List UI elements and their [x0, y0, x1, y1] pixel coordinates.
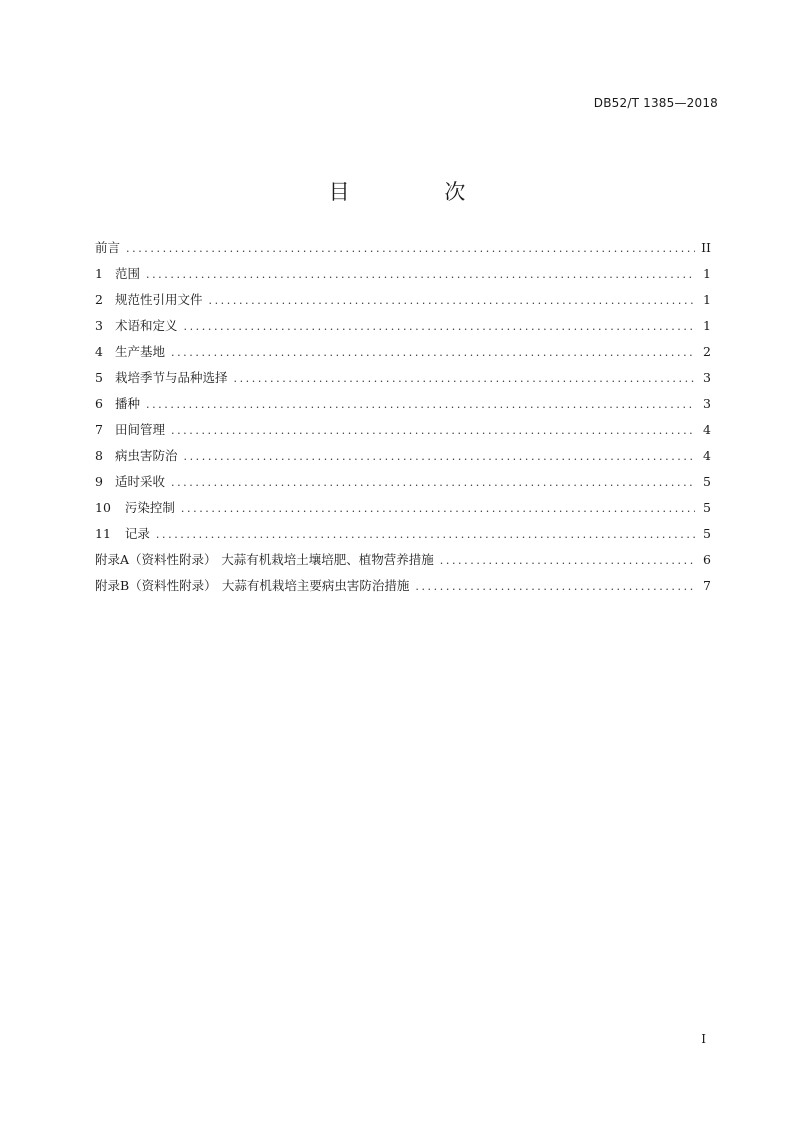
toc-entry-appendix-b[interactable]: [95, 576, 711, 602]
toc-entry-number: 7: [95, 422, 103, 437]
toc-entry-8[interactable]: [95, 446, 711, 472]
toc-dot-leader: [146, 398, 695, 411]
toc-entry-page: 6: [703, 552, 711, 567]
toc-entry-6[interactable]: [95, 394, 711, 420]
toc-dot-leader: [183, 450, 695, 463]
toc-dot-leader: [126, 242, 695, 255]
toc-entry-label: 病虫害防治: [114, 448, 178, 463]
toc-appendix-title: 大蒜有机栽培土壤培肥、植物营养措施: [221, 552, 434, 567]
toc-dot-leader: [171, 424, 695, 437]
toc-entry-label: 污染控制: [124, 500, 175, 515]
page-number: I: [701, 1032, 706, 1046]
toc-entry-foreword[interactable]: [95, 238, 711, 264]
toc-entry-2[interactable]: [95, 290, 711, 316]
toc-entry-page: 4: [703, 422, 711, 437]
toc-entry-label: 规范性引用文件: [114, 292, 203, 307]
toc-entry-label: 记录: [124, 526, 150, 541]
toc-entry-label: 术语和定义: [114, 318, 178, 333]
toc-entry-number: 4: [95, 344, 103, 359]
toc-appendix-label: 附录A（资料性附录）: [95, 552, 217, 567]
toc-dot-leader: [233, 372, 695, 385]
toc-dot-leader: [440, 554, 695, 567]
toc-entry-label: 田间管理: [114, 422, 165, 437]
toc-entry-3[interactable]: [95, 316, 711, 342]
toc-entry-label: 播种: [114, 396, 140, 411]
toc-entry-page: 3: [703, 370, 711, 385]
toc-entry-page: II: [701, 240, 711, 255]
toc-entry-label: 栽培季节与品种选择: [114, 370, 228, 385]
toc-entry-label: 适时采收: [114, 474, 165, 489]
toc-entry-page: 1: [703, 292, 711, 307]
standard-code: DB52/T 1385—2018: [593, 96, 718, 110]
toc-entry-page: 4: [703, 448, 711, 463]
table-of-contents: [95, 238, 711, 602]
toc-dot-leader: [146, 268, 695, 281]
toc-entry-10[interactable]: [95, 498, 711, 524]
toc-entry-page: 3: [703, 396, 711, 411]
toc-entry-number: 10: [95, 500, 111, 515]
toc-entry-appendix-a[interactable]: [95, 550, 711, 576]
toc-entry-11[interactable]: [95, 524, 711, 550]
toc-entry-page: 5: [703, 474, 711, 489]
toc-entry-5[interactable]: [95, 368, 711, 394]
toc-entry-number: 2: [95, 292, 103, 307]
toc-entry-number: 11: [95, 526, 111, 541]
toc-entry-page: 1: [703, 318, 711, 333]
toc-entry-4[interactable]: [95, 342, 711, 368]
toc-dot-leader: [171, 346, 695, 359]
toc-appendix-title: 大蒜有机栽培主要病虫害防治措施: [221, 578, 410, 593]
toc-entry-label: 生产基地: [114, 344, 165, 359]
toc-entry-7[interactable]: [95, 420, 711, 446]
toc-dot-leader: [171, 476, 695, 489]
toc-entry-label: 范围: [114, 266, 140, 281]
toc-entry-label: 前言: [95, 240, 121, 255]
toc-entry-number: 3: [95, 318, 103, 333]
toc-entry-number: 8: [95, 448, 103, 463]
toc-entry-9[interactable]: [95, 472, 711, 498]
toc-dot-leader: [156, 528, 695, 541]
toc-appendix-label: 附录B（资料性附录）: [95, 578, 217, 593]
toc-dot-leader: [415, 580, 695, 593]
toc-dot-leader: [208, 294, 695, 307]
toc-entry-1[interactable]: [95, 264, 711, 290]
toc-dot-leader: [183, 320, 695, 333]
toc-entry-number: 9: [95, 474, 103, 489]
toc-dot-leader: [181, 502, 695, 515]
toc-entry-number: 6: [95, 396, 103, 411]
toc-entry-page: 2: [703, 344, 711, 359]
toc-entry-number: 1: [95, 266, 103, 281]
toc-entry-page: 7: [703, 578, 711, 593]
toc-entry-number: 5: [95, 370, 103, 385]
toc-entry-page: 5: [703, 526, 711, 541]
toc-entry-page: 1: [703, 266, 711, 281]
toc-entry-page: 5: [703, 500, 711, 515]
page-title: 目 次: [328, 180, 510, 204]
